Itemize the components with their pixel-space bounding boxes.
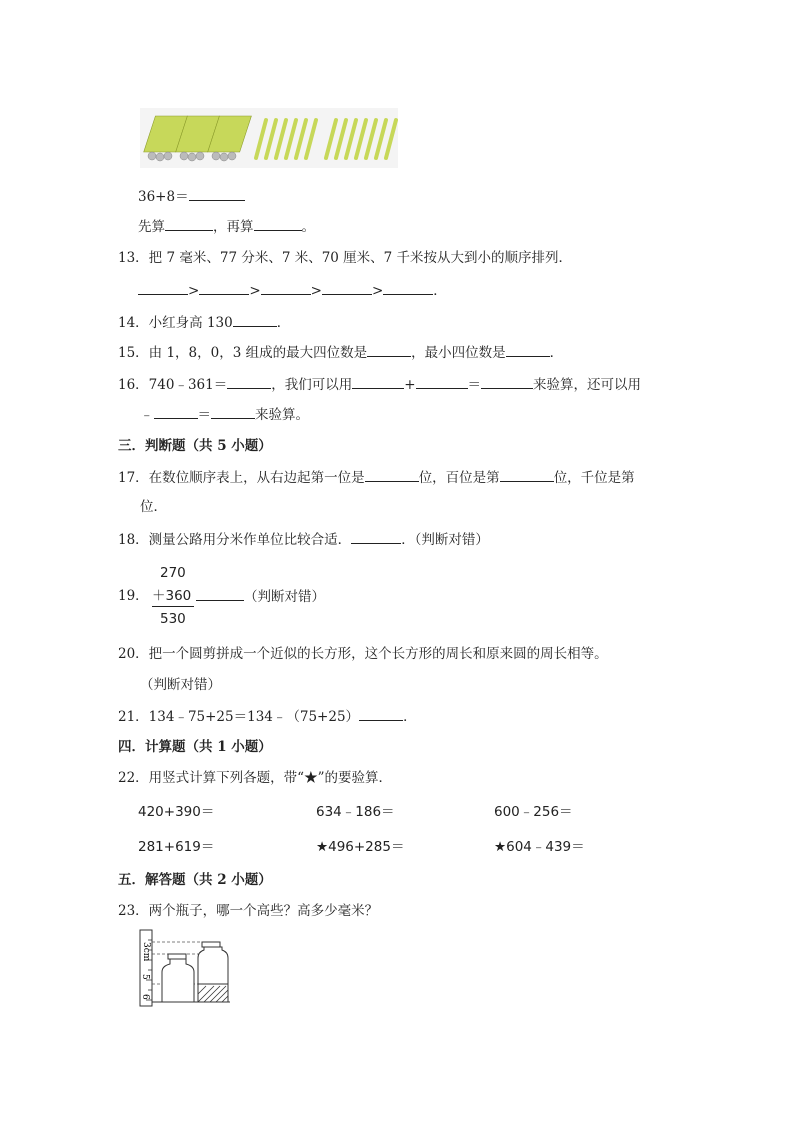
bottles-figure (138, 928, 234, 1008)
gt-sign: > (371, 283, 384, 299)
answer-blank[interactable] (154, 405, 198, 419)
answer-blank[interactable] (481, 375, 533, 389)
q16-text-d: 来验算。 (255, 407, 309, 423)
answer-blank[interactable] (165, 217, 213, 231)
q18-judge: ．（判断对错） (401, 532, 489, 548)
answer-blank[interactable] (138, 281, 188, 295)
equals-sign: ＝ (467, 377, 482, 393)
stick-bundle (144, 116, 252, 152)
q15-text-a: 15．由 1，8，0，3 组成的最大四位数是 (118, 345, 368, 361)
answer-blank[interactable] (359, 707, 403, 721)
q16-text-c: 来验算，还可以用 (533, 377, 642, 393)
q19-top-number: 270 (160, 565, 186, 581)
q15 (118, 343, 563, 362)
hatched-block (198, 984, 228, 1002)
answer-blank[interactable] (227, 375, 271, 389)
answer-blank[interactable] (199, 281, 249, 295)
equals-sign: ＝ (197, 407, 211, 423)
period: ． (549, 345, 564, 361)
q22-item: 281+619＝ (138, 839, 215, 855)
q22-item: ★604﹣439＝ (494, 839, 585, 855)
q19-addend: ＋360 (152, 588, 192, 604)
answer-blank[interactable] (365, 468, 419, 482)
q22-item: 634﹣186＝ (316, 804, 395, 820)
ruler-number: 6 (140, 994, 150, 1000)
q12-step-c: 。 (301, 219, 315, 235)
q19-rule (152, 606, 194, 607)
period: ． (276, 315, 291, 331)
q19-sum: 530 (160, 611, 186, 627)
q17-text-b: 位，百位是第 (418, 470, 500, 486)
q22-text: 22．用竖式计算下列各题，带“★”的要验算． (118, 770, 392, 786)
q17-line2: 位． (140, 499, 167, 515)
q13-order (138, 281, 447, 300)
answer-blank[interactable] (500, 468, 554, 482)
section-3-heading: 三．判断题（共 5 小题） (118, 438, 272, 454)
q20-line2: （判断对错） (140, 677, 221, 693)
short-bottle (162, 954, 194, 1002)
q16-text-b: ，我们可以用 (271, 377, 353, 393)
answer-blank[interactable] (367, 343, 411, 357)
q12-equation (138, 187, 245, 206)
minus-sign: ﹣ (140, 407, 154, 423)
q17-text-a: 17．在数位顺序表上，从右边起第一位是 (118, 470, 365, 486)
answer-blank[interactable] (233, 313, 277, 327)
answer-blank[interactable] (506, 343, 550, 357)
answer-blank[interactable] (383, 281, 433, 295)
answer-blank[interactable] (211, 405, 255, 419)
period: ． (433, 283, 447, 299)
ruler-label: 3cm (141, 942, 151, 962)
q16-line2 (140, 405, 309, 424)
q15-text-b: ，最小四位数是 (411, 345, 506, 361)
ruler-number: 5 (140, 974, 150, 980)
section-4-heading: 四．计算题（共 1 小题） (118, 739, 272, 755)
sticks-image (140, 108, 398, 168)
q22-item: 420+390＝ (138, 804, 215, 820)
q17-text-c: 位，千位是第 (553, 470, 635, 486)
q21-text: 21．134﹣75+25＝134﹣（75+25） (118, 709, 360, 725)
answer-blank[interactable] (261, 281, 311, 295)
answer-blank[interactable] (351, 530, 401, 544)
q20-line1: 20．把一个圆剪拼成一个近似的长方形，这个长方形的周长和原来圆的周长相等。 (118, 646, 608, 662)
q12-step-a: 先算 (138, 219, 165, 235)
answer-blank[interactable] (196, 587, 244, 601)
gt-sign: > (188, 283, 200, 299)
q18-text: 18．测量公路用分米作单位比较合适． (118, 532, 352, 548)
section-5-heading: 五．解答题（共 2 小题） (118, 872, 272, 888)
q14-text: 14．小红身高 130 (118, 315, 233, 331)
period: ． (403, 709, 417, 725)
q12-steps (138, 217, 315, 236)
q12-equation-text: 36+8＝ (138, 189, 189, 205)
answer-blank[interactable] (322, 281, 372, 295)
q18 (118, 530, 489, 549)
gt-sign: > (249, 283, 261, 299)
answer-blank[interactable] (189, 187, 245, 201)
q13-text: 13．把 7 毫米、77 分米、7 米、70 厘米、7 千米按从大到小的顺序排列． (118, 250, 573, 266)
q17-line1 (118, 468, 635, 487)
answer-blank[interactable] (416, 375, 468, 389)
q12-step-b: ，再算 (213, 219, 254, 235)
q19-judge: （判断对错） (244, 589, 325, 605)
q22-item: ★496+285＝ (316, 839, 405, 855)
q19-number: 19． (118, 588, 149, 604)
answer-blank[interactable] (352, 375, 404, 389)
gt-sign: > (310, 283, 322, 299)
q16-text-a: 16．740﹣361＝ (118, 377, 228, 393)
q19-answer (196, 587, 325, 606)
q14 (118, 313, 290, 332)
q23-text: 23．两个瓶子，哪一个高些？高多少毫米？ (118, 903, 379, 919)
q16-line1 (118, 375, 641, 394)
answer-blank[interactable] (254, 217, 302, 231)
q22-item: 600﹣256＝ (494, 804, 573, 820)
q21 (118, 707, 417, 726)
plus-sign: + (404, 377, 416, 393)
